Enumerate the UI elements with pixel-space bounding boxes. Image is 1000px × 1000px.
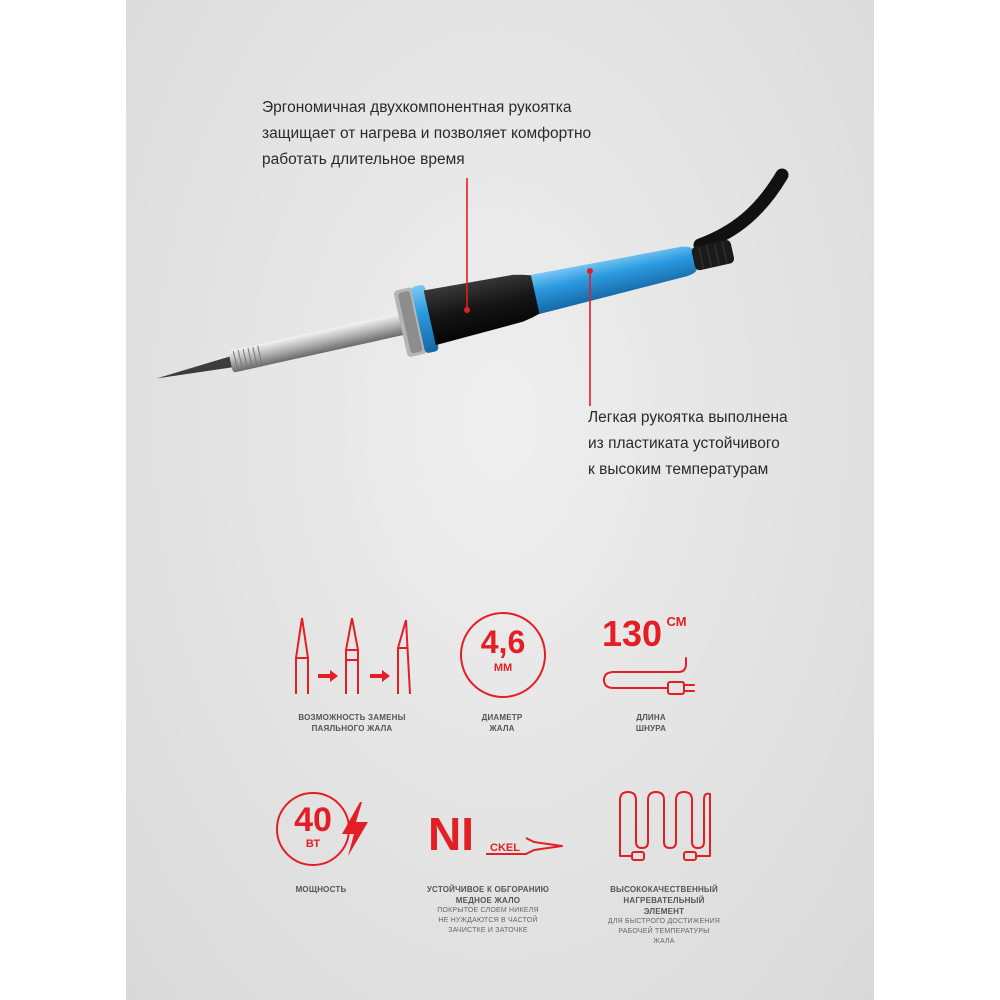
callout-top — [262, 95, 591, 173]
nickel-small-text: CKEL — [490, 842, 520, 854]
caption-subline: ЗАЧИСТКЕ И ЗАТОЧКЕ — [448, 927, 528, 934]
callout-top-line: защищает от нагрева и позволяет комфортно — [262, 125, 592, 142]
caption-line: ПАЯЛЬНОГО ЖАЛА — [311, 724, 393, 733]
cord-icon — [598, 654, 718, 698]
caption-subline: ДЛЯ БЫСТРОГО ДОСТИЖЕНИЯ — [607, 918, 721, 925]
feature-diameter-caption — [440, 712, 564, 734]
interchangeable-tips-icon — [282, 610, 422, 700]
caption-line: ДЛИНА — [636, 713, 666, 722]
cord-length-unit: СМ — [666, 614, 687, 629]
diameter-unit: ММ — [493, 662, 513, 674]
feature-nickel-caption — [408, 884, 568, 936]
power-value: 40 — [294, 801, 332, 839]
feature-power-caption — [266, 884, 376, 895]
diameter-value: 4,6 — [480, 624, 526, 660]
caption-line: ЭЛЕМЕНТ — [643, 907, 685, 916]
caption-line: ДИАМЕТР — [481, 713, 523, 722]
caption-line: МОЩНОСТЬ — [295, 885, 347, 894]
caption-line: ШНУРА — [635, 724, 667, 733]
caption-line: ЖАЛА — [489, 724, 515, 733]
callout-right-line: Легкая рукоятка выполнена — [588, 409, 788, 426]
feature-tips-caption — [272, 712, 432, 734]
heating-element-icon — [614, 786, 714, 868]
power-bolt-icon — [338, 800, 372, 858]
nickel-big-text: NI — [428, 808, 474, 860]
feature-heater-caption — [584, 884, 744, 947]
nickel-tip-icon — [486, 836, 566, 856]
callout-top-line: работать длительное время — [262, 151, 465, 168]
caption-line: МЕДНОЕ ЖАЛО — [455, 896, 521, 905]
power-cord-icon — [602, 614, 687, 654]
power-unit: ВТ — [305, 838, 321, 850]
caption-line: УСТОЙЧИВОЕ К ОБГОРАНИЮ — [426, 885, 550, 894]
caption-line: ВЫСОКОКАЧЕСТВЕННЫЙ — [610, 885, 718, 894]
caption-line: ВОЗМОЖНОСТЬ ЗАМЕНЫ — [298, 713, 406, 722]
feature-cord-caption — [596, 712, 706, 734]
caption-line: НАГРЕВАТЕЛЬНЫЙ — [623, 896, 705, 905]
caption-subline: НЕ НУЖДАЮТСЯ В ЧАСТОЙ — [438, 917, 538, 924]
caption-subline: ЖАЛА — [653, 938, 675, 945]
cord-length-value: 130 — [602, 613, 663, 654]
callout-top-line: Эргономичная двухкомпонентная рукоятка — [262, 99, 572, 116]
callout-right-line: из пластиката устойчивого — [588, 435, 780, 452]
caption-subline: ПОКРЫТОЕ СЛОЕМ НИКЕЛЯ — [437, 907, 539, 914]
tip-diameter-icon — [460, 612, 546, 698]
callout-right — [588, 405, 788, 483]
callout-right-line: к высоким температурам — [588, 461, 769, 478]
caption-subline: РАБОЧЕЙ ТЕМПЕРАТУРЫ — [618, 928, 710, 935]
